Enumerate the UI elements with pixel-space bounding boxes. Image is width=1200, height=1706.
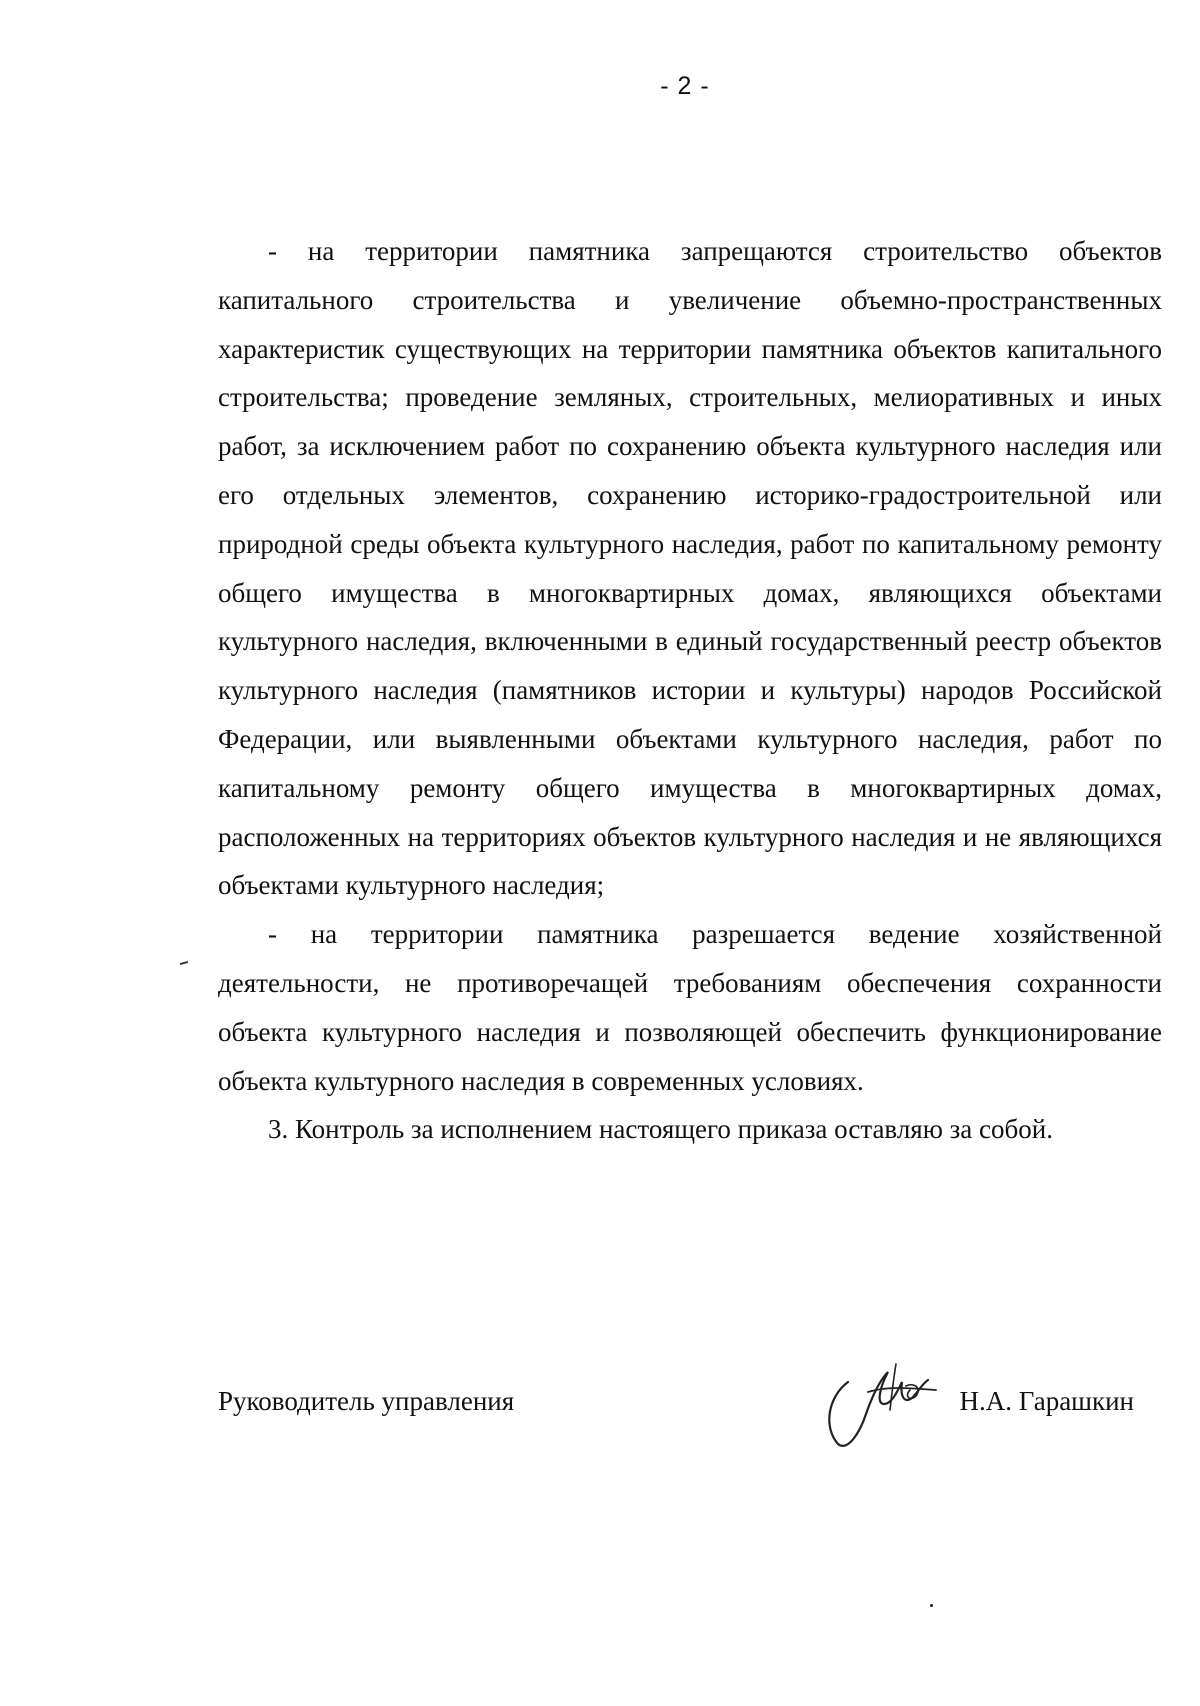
scan-speck bbox=[930, 1604, 933, 1607]
paragraph-prohibitions: - на территории памятника запрещаются строительство объектов капитального строительства и увеличение объемно-пространственных характеристик существующих на территории памятника объектов капитального строительства; проведение земляных, строительных, мелиоративных и иных работ, за исключением работ по сохранению объекта культурного наследия или его отдельных элементов, сохранению историко-градостроительной или природной среды объекта культурного наследия, работ по капитальному ремонту общего имущества в многоквартирных домах, являющихся объектами культурного наследия, включенными в единый государственный реестр объектов культурного наследия (памятников истории и культуры) народов Российской Федерации, или выявленными объектами культурного наследия, работ по капитальному ремонту общего имущества в многоквартирных домах, расположенных на территориях объектов культурного наследия и не являющихся объектами культурного наследия; bbox=[218, 236, 1162, 901]
handwritten-signature bbox=[818, 1352, 948, 1452]
signer-name: Н.А. Гарашкин bbox=[959, 1386, 1134, 1416]
signer-title: Руководитель управления bbox=[218, 1386, 515, 1416]
document-body bbox=[218, 227, 1162, 1154]
paragraph-control: 3. Контроль за исполнением настоящего приказа оставляю за собой. bbox=[268, 1114, 1053, 1145]
paragraph-permissions: - на территории памятника разрешается ведение хозяйственной деятельности, не противоречащей требованиям обеспечения сохранности объекта культурного наследия и позволяющей обеспечить функционирование объекта культурного наследия в современных условиях. bbox=[218, 919, 1162, 1096]
margin-mark bbox=[180, 961, 188, 965]
signature-block bbox=[218, 1366, 1162, 1506]
page-number: - 2 - bbox=[660, 72, 710, 100]
